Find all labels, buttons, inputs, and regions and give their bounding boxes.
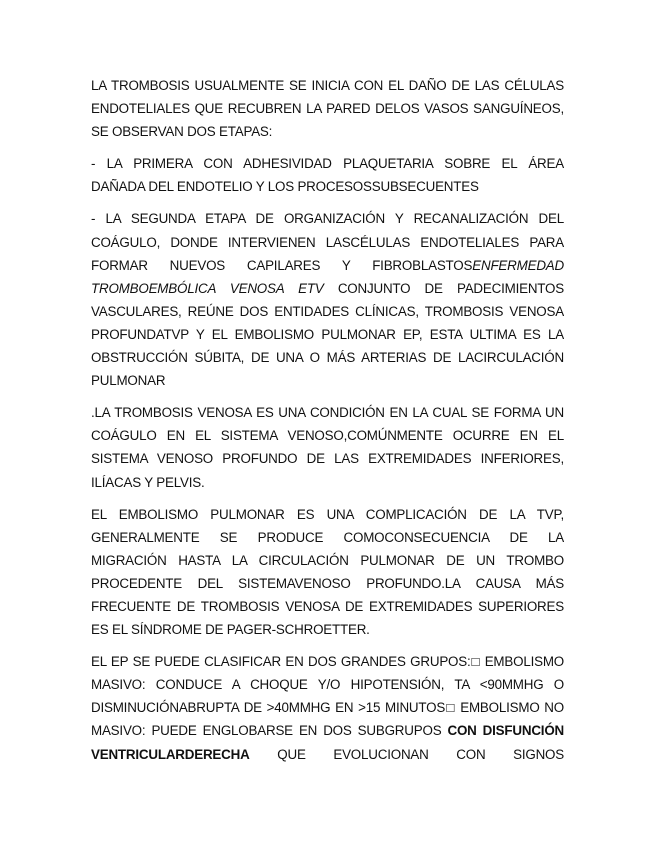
text-line	[91, 743, 564, 766]
text-line	[91, 618, 564, 641]
text-line	[91, 401, 564, 424]
text-line	[91, 673, 564, 696]
text-line	[91, 175, 564, 198]
paragraph	[91, 503, 564, 642]
text-segment: PULMONAR	[91, 373, 166, 389]
text-segment: FORMAR NUEVOS CAPILARES Y FIBROBLASTOS	[91, 257, 473, 273]
text-segment: PROFUNDATVP Y EL EMBOLISMO PULMONAR EP, ESTA ULTIMA ES LA	[91, 326, 564, 342]
text-segment: ENDOTELIALES QUE RECUBREN LA PARED DELOS VASOS SANGUÍNEOS,	[91, 101, 564, 117]
text-segment: VASCULARES, REÚNE DOS ENTIDADES CLÍNICAS, TROMBOSIS VENOSA	[91, 303, 564, 319]
text-line	[91, 207, 564, 230]
text-segment: MASIVO: CONDUCE A CHOQUE Y/O HIPOTENSIÓN, TA <90MMHG O	[91, 677, 564, 693]
text-line	[91, 120, 564, 143]
text-segment: DAÑADA DEL ENDOTELIO Y LOS PROCESOSSUBSECUENTES	[91, 179, 479, 195]
text-line	[91, 696, 564, 719]
document-body	[91, 74, 564, 775]
text-line	[91, 447, 564, 470]
text-segment: CON DISFUNCIÓN	[447, 723, 564, 739]
text-segment: CONJUNTO DE PADECIMIENTOS	[323, 280, 564, 296]
paragraph	[91, 152, 564, 198]
text-line	[91, 572, 564, 595]
text-segment: - LA PRIMERA CON ADHESIVIDAD PLAQUETARIA SOBRE EL ÁREA	[91, 156, 564, 172]
text-segment: ENFERMEDAD	[472, 257, 564, 273]
text-segment: MASIVO: PUEDE ENGLOBARSE EN DOS SUBGRUPOS	[91, 723, 448, 739]
text-segment: PROCEDENTE DEL SISTEMAVENOSO PROFUNDO.LA CAUSA MÁS	[91, 575, 564, 591]
text-line	[91, 526, 564, 549]
text-segment: TROMBOEMBÓLICA VENOSA ETV	[91, 280, 324, 296]
text-segment: EL EMBOLISMO PULMONAR ES UNA COMPLICACIÓN DE LA TVP,	[91, 506, 564, 522]
text-line	[91, 346, 564, 369]
text-line	[91, 549, 564, 572]
paragraph	[91, 74, 564, 143]
text-segment: .LA TROMBOSIS VENOSA ES UNA CONDICIÓN EN LA CUAL SE FORMA UN	[91, 405, 564, 421]
text-line	[91, 74, 564, 97]
text-line	[91, 719, 564, 742]
text-line	[91, 369, 564, 392]
paragraph	[91, 650, 564, 765]
paragraph	[91, 401, 564, 493]
text-line	[91, 595, 564, 618]
text-segment: MIGRACIÓN HASTA LA CIRCULACIÓN PULMONAR DE UN TROMBO	[91, 552, 564, 568]
text-segment: VENTRICULARDERECHA	[91, 746, 250, 762]
text-line	[91, 503, 564, 526]
text-line	[91, 650, 564, 673]
text-line	[91, 300, 564, 323]
text-line	[91, 471, 564, 494]
text-segment: GENERALMENTE SE PRODUCE COMOCONSECUENCIA DE LA	[91, 529, 564, 545]
text-segment: COÁGULO EN EL SISTEMA VENOSO,COMÚNMENTE OCURRE EN EL	[91, 428, 564, 444]
text-line	[91, 231, 564, 254]
paragraph	[91, 207, 564, 392]
text-line	[91, 152, 564, 175]
text-segment: EL EP SE PUEDE CLASIFICAR EN DOS GRANDES GRUPOS:□ EMBOLISMO	[91, 654, 564, 670]
text-line	[91, 277, 564, 300]
text-segment: LA TROMBOSIS USUALMENTE SE INICIA CON EL DAÑO DE LAS CÉLULAS	[91, 78, 564, 93]
text-segment: ES EL SÍNDROME DE PAGER-SCHROETTER.	[91, 622, 370, 638]
text-segment: DISMINUCIÓNABRUPTA DE >40MMHG EN >15 MINUTOS□ EMBOLISMO NO	[91, 700, 564, 716]
text-segment: COÁGULO, DONDE INTERVIENEN LASCÉLULAS ENDOTELIALES PARA	[91, 234, 564, 250]
text-segment: OBSTRUCCIÓN SÚBITA, DE UNA O MÁS ARTERIAS DE LACIRCULACIÓN	[91, 350, 564, 366]
text-segment: SISTEMA VENOSO PROFUNDO DE LAS EXTREMIDADES INFERIORES,	[91, 451, 564, 467]
text-segment: FRECUENTE DE TROMBOSIS VENOSA DE EXTREMIDADES SUPERIORES	[91, 598, 564, 614]
text-line	[91, 424, 564, 447]
text-segment: SE OBSERVAN DOS ETAPAS:	[91, 124, 273, 140]
text-segment: - LA SEGUNDA ETAPA DE ORGANIZACIÓN Y RECANALIZACIÓN DEL	[91, 211, 564, 227]
text-segment: ILÍACAS Y PELVIS.	[91, 474, 205, 490]
text-line	[91, 254, 564, 277]
text-line	[91, 323, 564, 346]
text-line	[91, 97, 564, 120]
text-segment: QUE EVOLUCIONAN CON SIGNOS	[249, 746, 564, 762]
